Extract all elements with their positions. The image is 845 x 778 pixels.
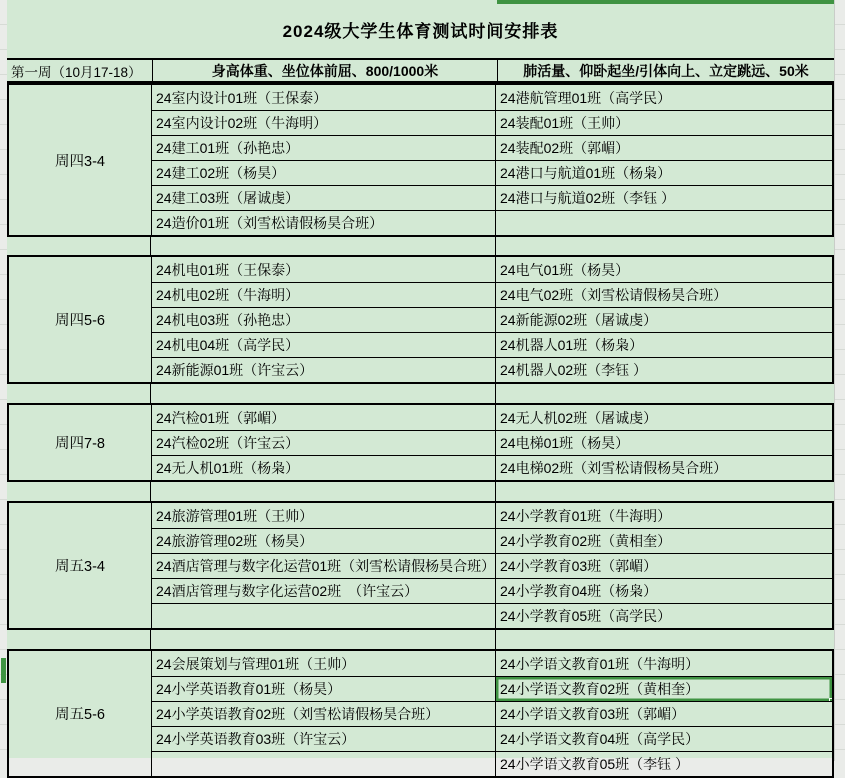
class-cell-left[interactable]: 24机电03班（孙艳忠）	[152, 308, 496, 332]
time-slot-cell[interactable]	[9, 405, 152, 480]
table-row	[152, 307, 832, 332]
class-cell-right[interactable]: 24小学教育02班（黄相奎）	[500, 533, 672, 549]
class-cell-right[interactable]: 24港航管理01班（高学民）	[500, 89, 672, 106]
header-row	[7, 58, 834, 83]
table-row	[152, 357, 832, 382]
table-row	[152, 455, 832, 480]
time-slot-label: 周五3-4	[55, 559, 105, 575]
class-cell-left[interactable]: 24机电02班（牛海明）	[152, 283, 496, 307]
column-divider-line	[150, 630, 151, 649]
time-group-3	[7, 403, 834, 482]
header-station2-cell[interactable]	[497, 60, 834, 81]
class-cell-left[interactable]: 24建工02班（杨昊）	[152, 161, 496, 185]
class-cell-left[interactable]: 24小学英语教育03班（许宝云）	[152, 727, 496, 751]
table-row	[152, 528, 832, 553]
fill-handle[interactable]	[829, 698, 832, 701]
schedule-groups	[7, 83, 834, 778]
class-cell-left[interactable]	[152, 604, 496, 628]
table-row	[152, 210, 832, 235]
class-cell-right[interactable]: 24无人机02班（屠诚虔）	[500, 409, 658, 426]
group-rows	[152, 651, 832, 776]
table-row	[152, 430, 832, 455]
table-row	[152, 701, 832, 726]
time-slot-cell[interactable]	[9, 651, 152, 776]
class-cell-left[interactable]: 24室内设计01班（王保泰）	[152, 85, 496, 110]
time-slot-cell[interactable]	[9, 257, 152, 382]
class-cell-right[interactable]: 24小学语文教育05班（李钰 ）	[500, 756, 690, 772]
class-cell-left[interactable]: 24造价01班（刘雪松请假杨昊合班）	[152, 211, 496, 235]
table-row	[152, 603, 832, 628]
class-cell-left[interactable]: 24旅游管理01班（王帅）	[152, 503, 496, 528]
class-cell-right[interactable]: 24港口与航道01班（杨枭）	[500, 165, 672, 181]
time-group-4	[7, 501, 834, 630]
class-cell-left[interactable]: 24建工03班（屠诚虔）	[152, 186, 496, 210]
class-cell-right[interactable]: 24小学语文教育04班（高学民）	[500, 731, 700, 747]
group-gap-row[interactable]	[7, 384, 834, 403]
page-title: 2024级大学生体育测试时间安排表	[282, 21, 559, 41]
class-cell-right[interactable]	[496, 211, 832, 235]
group-gap-row[interactable]	[7, 237, 834, 255]
header-week-label: 第一周（10月17-18）	[11, 64, 142, 80]
selected-column-highlight-bar	[497, 0, 834, 4]
selected-cell[interactable]: 24小学语文教育02班（黄相奎）	[496, 677, 832, 701]
time-slot-cell[interactable]	[9, 503, 152, 628]
time-slot-cell[interactable]	[9, 85, 152, 235]
group-rows	[152, 503, 832, 628]
title-cell[interactable]	[7, 0, 834, 58]
class-cell-right[interactable]: 24装配02班（郭嵋）	[500, 140, 630, 156]
table-row	[152, 751, 832, 776]
class-cell-left[interactable]: 24小学英语教育01班（杨昊）	[152, 677, 496, 701]
class-cell-right[interactable]: 24机器人02班（李钰 ）	[500, 362, 648, 378]
column-divider-line	[150, 237, 151, 255]
time-slot-label: 周五5-6	[55, 707, 105, 723]
class-cell-left[interactable]: 24酒店管理与数字化运营01班（刘雪松请假杨昊合班）	[152, 554, 496, 578]
table-row	[152, 553, 832, 578]
time-group-5	[7, 649, 834, 778]
time-slot-label: 周四5-6	[55, 313, 105, 329]
class-cell-right[interactable]: 24小学教育04班（杨枭）	[500, 583, 658, 599]
class-cell-left[interactable]: 24建工01班（孙艳忠）	[152, 136, 496, 160]
class-cell-right[interactable]: 24电梯02班（刘雪松请假杨昊合班）	[500, 460, 728, 476]
table-row	[152, 405, 832, 430]
column-divider-line	[495, 384, 496, 403]
table-row	[152, 726, 832, 751]
class-cell-right[interactable]: 24小学教育05班（高学民）	[500, 608, 672, 624]
class-cell-right[interactable]: 24小学教育03班（郭嵋）	[500, 558, 658, 574]
selected-row-highlight-bar	[1, 658, 6, 683]
class-cell-right[interactable]: 24机器人01班（杨枭）	[500, 337, 644, 353]
class-cell-right[interactable]: 24新能源02班（屠诚虔）	[500, 312, 658, 328]
class-cell-left[interactable]: 24会展策划与管理01班（王帅）	[152, 651, 496, 676]
class-cell-left[interactable]: 24酒店管理与数字化运营02班 （许宝云）	[152, 579, 496, 603]
time-group-1	[7, 83, 834, 237]
table-row	[152, 282, 832, 307]
class-cell-left[interactable]: 24小学英语教育02班（刘雪松请假杨昊合班）	[152, 702, 496, 726]
group-rows	[152, 405, 832, 480]
class-cell-left[interactable]: 24新能源01班（许宝云）	[152, 358, 496, 382]
class-cell-right[interactable]: 24装配01班（王帅）	[500, 115, 630, 131]
sheet-left-margin	[0, 0, 7, 761]
schedule-table	[7, 0, 834, 772]
group-rows	[152, 257, 832, 382]
class-cell-left[interactable]: 24机电04班（高学民）	[152, 333, 496, 357]
sheet-right-margin	[834, 0, 845, 761]
group-rows	[152, 85, 832, 235]
table-row	[152, 332, 832, 357]
table-row	[152, 578, 832, 603]
column-divider-line	[495, 630, 496, 649]
column-divider-line	[150, 482, 151, 501]
header-station1-label: 身高体重、坐位体前屈、800/1000米	[211, 62, 439, 79]
header-station1-cell[interactable]	[152, 60, 497, 81]
class-cell-left[interactable]: 24无人机01班（杨枭）	[152, 456, 496, 480]
time-slot-label: 周四7-8	[55, 436, 105, 452]
table-row	[152, 651, 832, 676]
class-cell-right[interactable]: 24电梯01班（杨昊）	[500, 435, 630, 451]
group-gap-row[interactable]	[7, 482, 834, 501]
column-divider-line	[150, 384, 151, 403]
group-gap-row[interactable]	[7, 630, 834, 649]
header-week-cell[interactable]	[7, 60, 152, 81]
class-cell-right[interactable]: 24小学语文教育03班（郭嵋）	[500, 706, 686, 722]
class-cell-left[interactable]: 24旅游管理02班（杨昊）	[152, 529, 496, 553]
time-group-2	[7, 255, 834, 384]
table-row	[152, 257, 832, 282]
table-row	[152, 185, 832, 210]
table-row	[152, 160, 832, 185]
table-row	[152, 110, 832, 135]
class-cell-left[interactable]: 24汽检01班（郭嵋）	[152, 405, 496, 430]
table-row	[152, 503, 832, 528]
class-cell-left[interactable]: 24室内设计02班（牛海明）	[152, 111, 496, 135]
class-cell-right[interactable]: 24港口与航道02班（李钰 ）	[500, 190, 676, 206]
class-cell-right[interactable]: 24电气02班（刘雪松请假杨昊合班）	[500, 287, 728, 303]
time-slot-label: 周四3-4	[55, 153, 105, 170]
header-station2-label: 肺活量、仰卧起坐/引体向上、立定跳远、50米	[523, 62, 809, 79]
table-row	[152, 676, 832, 701]
class-cell-right[interactable]: 24小学教育01班（牛海明）	[500, 507, 672, 524]
column-divider-line	[495, 237, 496, 255]
table-row	[152, 85, 832, 110]
class-cell-right[interactable]: 24电气01班（杨昊）	[500, 261, 630, 278]
class-cell-left[interactable]	[152, 752, 496, 776]
class-cell-left[interactable]: 24汽检02班（许宝云）	[152, 431, 496, 455]
class-cell-left[interactable]: 24机电01班（王保泰）	[152, 257, 496, 282]
class-cell-right[interactable]: 24小学语文教育01班（牛海明）	[500, 655, 700, 672]
table-row	[152, 135, 832, 160]
column-divider-line	[495, 482, 496, 501]
